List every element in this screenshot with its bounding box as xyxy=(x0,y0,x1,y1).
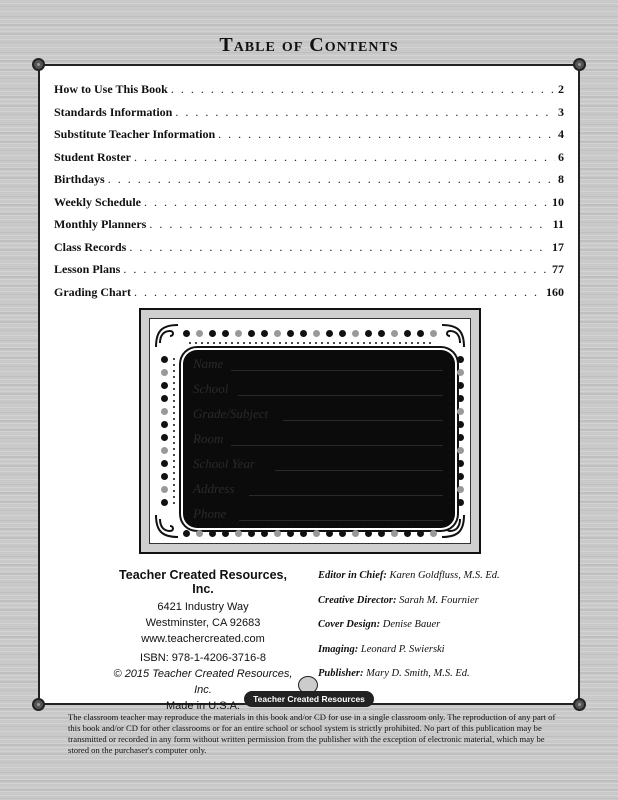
border-dot xyxy=(365,330,372,337)
toc-row[interactable] xyxy=(54,105,564,128)
toc-leader xyxy=(171,82,555,97)
isbn: ISBN: 978-1-4206-3716-8 xyxy=(140,652,266,664)
corner-swirl-icon xyxy=(152,321,182,351)
toc-leader xyxy=(134,285,543,300)
field-grade-subject: Grade/Subject xyxy=(193,406,269,421)
field-address: Address xyxy=(193,481,235,496)
border-dot xyxy=(287,330,294,337)
toc-row[interactable] xyxy=(54,150,564,173)
field-line xyxy=(231,445,443,446)
publisher-logo: Teacher Created Resources xyxy=(244,691,374,707)
border-dot xyxy=(173,460,176,463)
toc-row[interactable] xyxy=(54,240,564,263)
border-dot xyxy=(161,499,168,506)
publisher-name: Teacher Created Resources, Inc. xyxy=(119,568,287,596)
border-dot xyxy=(161,434,168,441)
border-dot xyxy=(423,342,426,345)
border-dot xyxy=(429,342,432,345)
border-dot xyxy=(161,473,168,480)
border-dot xyxy=(243,342,246,345)
border-dot xyxy=(161,460,168,467)
bolt-icon xyxy=(573,58,586,71)
field-room: Room xyxy=(193,431,224,446)
border-dot xyxy=(173,442,176,445)
border-dot xyxy=(225,342,228,345)
border-dot xyxy=(430,330,437,337)
field-line xyxy=(231,370,443,371)
field-line xyxy=(275,470,443,471)
toc-label: Class Records xyxy=(54,239,127,254)
border-dot xyxy=(261,342,264,345)
border-dot xyxy=(417,342,420,345)
border-dot xyxy=(209,330,216,337)
toc-page: 17 xyxy=(552,239,564,254)
field-phone: Phone xyxy=(193,506,227,521)
toc-row[interactable] xyxy=(54,285,564,308)
credit-row xyxy=(318,619,568,644)
border-dot xyxy=(339,330,346,337)
field-name: Name xyxy=(193,356,224,371)
credit-role: Cover Design: xyxy=(318,619,381,630)
credit-row xyxy=(318,570,568,595)
toc-page: 160 xyxy=(546,284,564,299)
credit-name: Denise Bauer xyxy=(382,619,441,630)
border-dot xyxy=(173,418,176,421)
field-line xyxy=(239,520,443,521)
border-dot xyxy=(457,434,464,441)
border-dot xyxy=(381,342,384,345)
border-dot xyxy=(274,530,281,537)
border-dot xyxy=(369,342,372,345)
border-dot xyxy=(195,342,198,345)
publisher-street: 6421 Industry Way xyxy=(157,601,249,613)
border-dot xyxy=(404,330,411,337)
toc-page: 6 xyxy=(558,149,564,164)
border-dot xyxy=(219,342,222,345)
border-dot xyxy=(333,342,336,345)
border-dot xyxy=(173,436,176,439)
made-in: Made in U.S.A. xyxy=(166,700,240,712)
toc-leader xyxy=(108,172,555,187)
border-dot xyxy=(339,530,346,537)
toc-row[interactable] xyxy=(54,217,564,240)
credit-role: Imaging: xyxy=(318,643,359,655)
border-dot xyxy=(378,530,385,537)
toc-page: 11 xyxy=(552,217,564,231)
border-dot xyxy=(189,342,192,345)
border-dot xyxy=(300,530,307,537)
nameplate-frame xyxy=(139,308,481,554)
border-dot xyxy=(378,330,385,337)
border-dot xyxy=(237,342,240,345)
border-dot xyxy=(457,395,464,402)
border-dot xyxy=(411,342,414,345)
nameplate-border xyxy=(149,318,471,544)
toc-leader xyxy=(175,105,555,120)
credit-role: Publisher: xyxy=(318,668,364,679)
border-dot xyxy=(196,530,203,537)
border-dot xyxy=(363,342,366,345)
corner-swirl-icon xyxy=(152,511,182,541)
border-dot xyxy=(222,530,229,537)
toc-label: Lesson Plans xyxy=(54,262,121,276)
credit-name: Leonard P. Swierski xyxy=(360,643,445,655)
page-title: Table of Contents xyxy=(219,34,399,56)
border-dot xyxy=(209,530,216,537)
border-dot xyxy=(352,530,359,537)
toc-row[interactable] xyxy=(54,172,564,195)
border-dot xyxy=(321,342,324,345)
border-dot xyxy=(173,388,176,391)
border-dot xyxy=(173,424,176,427)
toc-leader xyxy=(218,127,555,142)
toc-row[interactable] xyxy=(54,262,564,285)
credit-role: Creative Director: xyxy=(318,594,397,606)
border-dot xyxy=(297,342,300,345)
toc-label: Monthly Planners xyxy=(54,217,147,231)
border-dot xyxy=(274,330,281,337)
border-dot xyxy=(161,408,168,415)
border-dot xyxy=(393,342,396,345)
toc-leader xyxy=(144,195,549,210)
toc-label: Student Roster xyxy=(54,149,131,164)
credit-row xyxy=(318,644,568,669)
field-line xyxy=(238,395,443,396)
border-dot xyxy=(261,530,268,537)
border-dot xyxy=(173,382,176,385)
toc-leader xyxy=(123,262,549,277)
border-dot xyxy=(326,330,333,337)
credit-name: Mary D. Smith, M.S. Ed. xyxy=(366,668,470,679)
border-dot xyxy=(183,530,190,537)
border-dot xyxy=(387,342,390,345)
credit-row xyxy=(318,595,568,620)
border-dot xyxy=(267,342,270,345)
toc-page: 2 xyxy=(558,82,564,96)
border-dot xyxy=(173,358,176,361)
border-dot xyxy=(173,454,176,457)
toc-page: 4 xyxy=(558,127,564,141)
border-dot xyxy=(417,530,424,537)
border-dot xyxy=(173,472,176,475)
toc-leader xyxy=(129,240,549,255)
border-dot xyxy=(404,530,411,537)
toc-page: 77 xyxy=(552,262,564,276)
border-dot xyxy=(300,330,307,337)
credit-row xyxy=(318,668,568,693)
bolt-icon xyxy=(32,58,45,71)
border-dot xyxy=(457,447,464,454)
border-dot xyxy=(285,342,288,345)
border-dot xyxy=(248,330,255,337)
border-dot xyxy=(273,342,276,345)
border-dot xyxy=(287,530,294,537)
table-of-contents xyxy=(54,82,564,307)
border-dot xyxy=(222,330,229,337)
toc-row[interactable] xyxy=(54,195,564,218)
border-dot xyxy=(207,342,210,345)
border-dot xyxy=(173,490,176,493)
legal-notice: The classroom teacher may reproduce the materials in this book and/or CD for use in a single classroom only. The reproduction of any part of this book and/or CD for other classrooms or for an entire school or school system is strictly prohibited. No part of this publication may be transmitted or recorded in any form without written permission from the publisher with the exception of electronic material, which may be stored on the purchaser's computer only. xyxy=(68,712,556,755)
border-dot xyxy=(313,530,320,537)
border-dot xyxy=(173,430,176,433)
bolt-icon xyxy=(573,698,586,711)
border-dot xyxy=(161,486,168,493)
border-dot xyxy=(430,530,437,537)
border-dot xyxy=(457,408,464,415)
border-dot xyxy=(173,502,176,505)
border-dot xyxy=(196,330,203,337)
border-dot xyxy=(291,342,294,345)
border-dot xyxy=(173,412,176,415)
toc-label: Birthdays xyxy=(54,172,105,186)
border-dot xyxy=(303,342,306,345)
border-dot xyxy=(173,478,176,481)
toc-label: Weekly Schedule xyxy=(54,194,142,209)
toc-page: 10 xyxy=(552,194,564,209)
border-dot xyxy=(161,395,168,402)
border-dot xyxy=(375,342,378,345)
border-dot xyxy=(173,484,176,487)
toc-label: How to Use This Book xyxy=(54,82,168,96)
publisher-city: Westminster, CA 92683 xyxy=(145,617,261,629)
corner-swirl-icon xyxy=(438,321,468,351)
border-dot xyxy=(161,447,168,454)
border-dot xyxy=(457,382,464,389)
border-dot xyxy=(173,400,176,403)
border-dot xyxy=(235,330,242,337)
border-dot xyxy=(255,342,258,345)
border-dot xyxy=(183,330,190,337)
toc-leader xyxy=(134,150,555,165)
chalkboard xyxy=(183,350,455,528)
border-dot xyxy=(339,342,342,345)
border-dot xyxy=(279,342,282,345)
border-dot xyxy=(345,342,348,345)
credits xyxy=(318,570,568,693)
border-dot xyxy=(457,356,464,363)
border-dot xyxy=(213,342,216,345)
field-school: School xyxy=(193,381,229,396)
border-dot xyxy=(313,330,320,337)
field-line xyxy=(249,495,443,496)
border-dot xyxy=(417,330,424,337)
copyright: © 2015 Teacher Created Resources, Inc. xyxy=(113,668,293,696)
border-dot xyxy=(457,369,464,376)
field-line xyxy=(283,420,443,421)
border-dot xyxy=(161,382,168,389)
toc-row[interactable] xyxy=(54,82,564,105)
border-dot xyxy=(201,342,204,345)
border-dot xyxy=(173,394,176,397)
border-dot xyxy=(365,530,372,537)
bolt-icon xyxy=(32,698,45,711)
border-dot xyxy=(173,370,176,373)
credit-name: Sarah M. Fournier xyxy=(399,594,479,606)
credit-name: Karen Goldfluss, M.S. Ed. xyxy=(389,570,500,581)
border-dot xyxy=(173,406,176,409)
field-school-year: School Year xyxy=(193,456,255,471)
border-dot xyxy=(248,530,255,537)
toc-label: Grading Chart xyxy=(54,284,132,299)
border-dot xyxy=(161,421,168,428)
border-dot xyxy=(457,460,464,467)
border-dot xyxy=(457,421,464,428)
border-dot xyxy=(309,342,312,345)
border-dot xyxy=(326,530,333,537)
border-dot xyxy=(399,342,402,345)
border-dot xyxy=(173,376,176,379)
border-dot xyxy=(327,342,330,345)
border-dot xyxy=(173,364,176,367)
border-dot xyxy=(457,473,464,480)
border-dot xyxy=(161,369,168,376)
border-dot xyxy=(405,342,408,345)
toc-page: 8 xyxy=(558,172,564,186)
border-dot xyxy=(173,496,176,499)
border-dot xyxy=(357,342,360,345)
border-dot xyxy=(173,466,176,469)
toc-label: Substitute Teacher Information xyxy=(54,127,216,141)
credit-role: Editor in Chief: xyxy=(318,570,387,581)
border-dot xyxy=(173,448,176,451)
border-dot xyxy=(457,486,464,493)
publisher-website[interactable]: www.teachercreated.com xyxy=(141,633,265,645)
toc-row[interactable] xyxy=(54,127,564,150)
border-dot xyxy=(391,330,398,337)
border-dot xyxy=(351,342,354,345)
border-dot xyxy=(249,342,252,345)
border-dot xyxy=(161,356,168,363)
border-dot xyxy=(261,330,268,337)
toc-page: 3 xyxy=(558,104,564,119)
toc-leader xyxy=(149,217,549,232)
toc-label: Standards Information xyxy=(54,104,173,119)
border-dot xyxy=(391,530,398,537)
border-dot xyxy=(231,342,234,345)
border-dot xyxy=(315,342,318,345)
border-dot xyxy=(235,530,242,537)
border-dot xyxy=(457,499,464,506)
border-dot xyxy=(352,330,359,337)
